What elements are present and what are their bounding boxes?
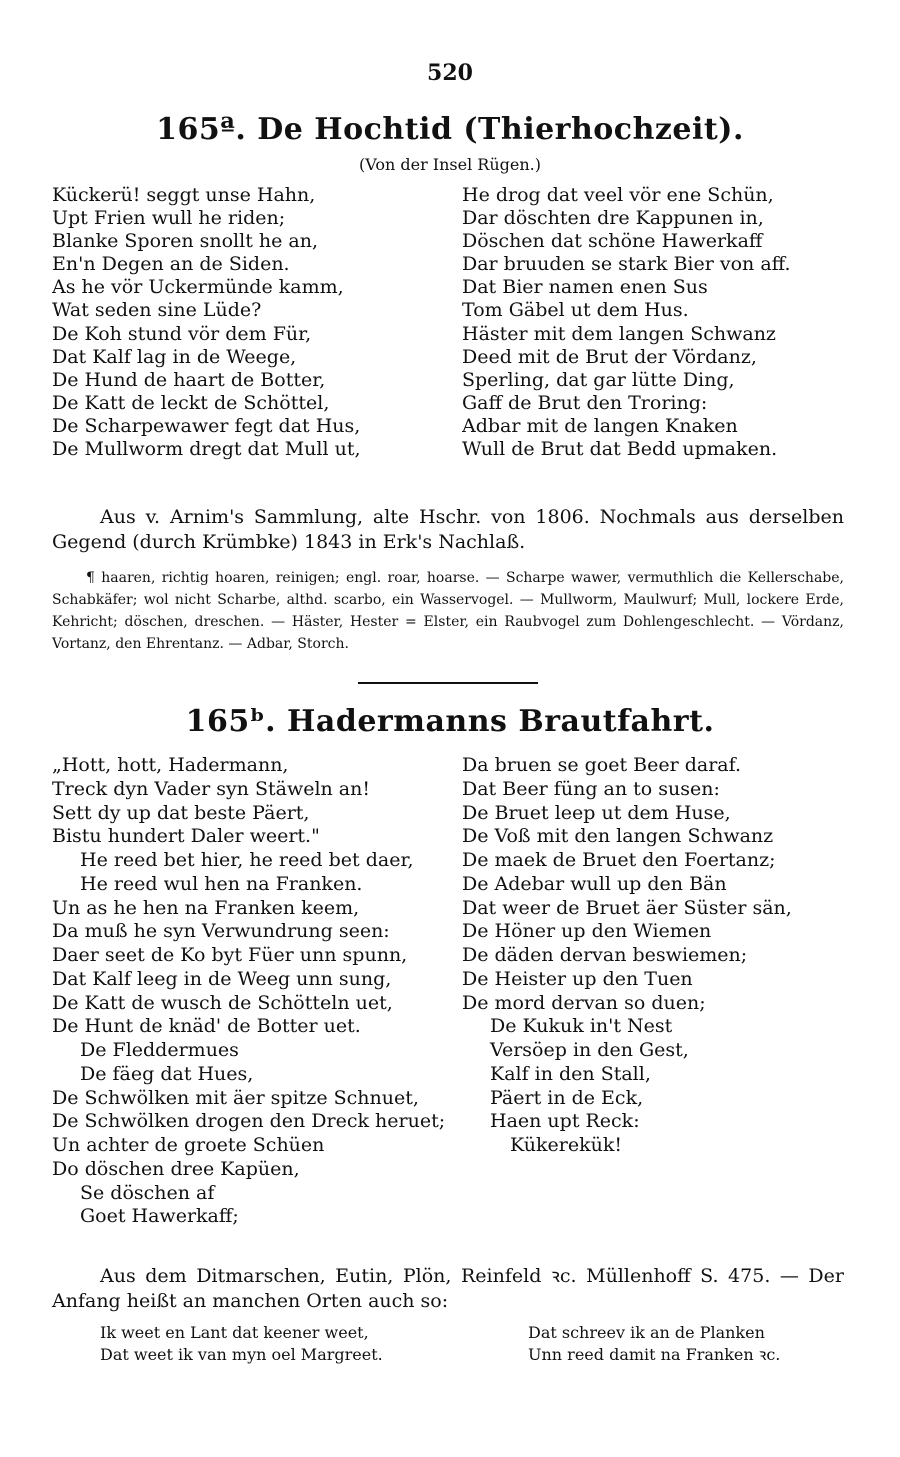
verse-line: Da muß he syn Verwundrung seen: [52,920,390,943]
verse-line: Un achter de groete Schüen [52,1134,325,1156]
verse-line: Treck dyn Vader syn Stäweln an! [52,777,370,800]
page-number: 520 [427,60,473,86]
verse-line: De Katt de wusch de Schötteln uet, [52,991,393,1014]
verse-line: De Adebar wull up den Bän [462,872,727,895]
verse-line: De Höner up den Wiemen [462,920,712,943]
verse-line: Päert in de Eck, [490,1086,644,1109]
verse-line: De Katt de leckt de Schöttel, [52,391,330,414]
section-b-source: Aus dem Ditmarschen, Eutin, Plön, Reinfeld ꝛc. Müllenhoff S. 475. — Der Anfang heißt an manchen Orten auch so: [52,1265,844,1312]
verse-line: Dat weer de Bruet äer Süster sän, [462,896,792,919]
verse-line: Unn reed damit na Franken ꝛc. [528,1345,781,1364]
verse-line: Dat schreev ik an de Planken [528,1323,765,1342]
section-a-notes: ¶ haaren, richtig hoaren, reinigen; engl. roar, hoarse. — Scharpe wawer, vermuthlich die Kellerschabe, Schabkäfer; wol nicht Scharbe, althd. scarbo, ein Wasservogel. — Mullworm, Maulwurf; Mull, lockere Erde, Kehricht; döschen, dreschen. — Häster, Hester = Elster, ein Raubvogel zum Dohlengeschlecht. — Vördanz, Vortanz, den Ehrentanz. — Adbar, Storch. [52,570,844,652]
verse-line: Ik weet en Lant dat keener weet, [100,1323,369,1342]
verse-line: Blanke Sporen snollt he an, [52,230,318,253]
verse-line: Sperling, dat gar lütte Ding, [462,368,735,391]
section-a-right-verses [462,184,862,461]
verse-line: De Scharpewawer fegt dat Hus, [52,414,361,437]
verse-line: Dat Bier namen enen Sus [462,276,708,299]
section-divider [358,682,538,684]
verse-line: De Schwölken drogen den Dreck heruet; [52,1110,446,1133]
verse-line: Wull de Brut dat Bedd upmaken. [462,438,778,461]
verse-line: He drog dat veel vör ene Schün, [462,184,774,206]
section-a-source: Aus v. Arnim's Sammlung, alte Hschr. von 1806. Nochmals aus derselben Gegend (durch Krümbke) 1843 in Erk's Nachlaß. [52,506,844,553]
section-b-left-verses [52,754,450,1229]
verse-line: As he vör Uckermünde kamm, [52,276,344,299]
verse-line: Haen upt Reck: [490,1110,640,1133]
verse-line: De Schwölken mit äer spitze Schnuet, [52,1086,419,1109]
verse-line: Dat Kalf leeg in de Weeg unn sung, [52,967,392,990]
verse-line: De Kukuk in't Nest [490,1015,673,1038]
verse-line: Un as he hen na Franken keem, [52,896,360,919]
section-b-right-verses [462,754,862,1158]
verse-line: Kückerü! seggt unse Hahn, [52,184,316,206]
verse-line: De Koh stund vör dem Für, [52,322,312,345]
verse-line: En'n Degen an de Siden. [52,253,290,276]
verse-line: De Voß mit den langen Schwanz [462,825,774,848]
verse-line: Versöep in den Gest, [490,1039,689,1061]
verse-line: Wat seden sine Lüde? [52,299,262,322]
verse-line: Bistu hundert Daler weert." [52,825,320,848]
section-b-variant-left [100,1322,500,1366]
verse-line: Upt Frien wull he riden; [52,207,286,230]
verse-line: Kalf in den Stall, [490,1062,651,1085]
verse-line: De maek de Bruet den Foertanz; [462,849,776,871]
verse-line: Do döschen dree Kapüen, [52,1157,300,1180]
section-a-subtitle: (Von der Insel Rügen.) [359,155,541,174]
verse-line: Gaff de Brut den Troring: [462,391,708,414]
verse-line: Daer seet de Ko byt Füer unn spunn, [52,944,408,966]
verse-line: He reed wul hen na Franken. [80,872,363,895]
verse-line: Dat Kalf lag in de Weege, [52,345,297,368]
verse-line: Dat weet ik van myn oel Margreet. [100,1345,383,1364]
verse-line: De Hunt de knäd' de Botter uet. [52,1015,361,1038]
verse-line: De Mullworm dregt dat Mull ut, [52,438,361,461]
verse-line: De Heister up den Tuen [462,967,693,990]
verse-line: De fäeg dat Hues, [80,1062,254,1085]
section-a-title: 165ª. De Hochtid (Thierhochzeit). [156,112,744,147]
verse-line: Dar döschten dre Kappunen in, [462,207,764,230]
verse-line: Kükerekük! [510,1134,622,1156]
verse-line: De Bruet leep ut dem Huse, [462,801,731,824]
verse-line: Döschen dat schöne Hawerkaff [462,230,763,253]
verse-line: He reed bet hier, he reed bet daer, [80,849,414,871]
verse-line: Da bruen se goet Beer daraf. [462,754,742,776]
verse-line: De Fleddermues [80,1039,239,1061]
verse-line: „Hott, hott, Hadermann, [52,754,289,776]
verse-line: Se döschen af [80,1181,215,1204]
verse-line: De däden dervan beswiemen; [462,944,748,966]
verse-line: De Hund de haart de Botter, [52,368,326,391]
verse-line: De mord dervan so duen; [462,991,706,1014]
verse-line: Adbar mit de langen Knaken [462,414,738,437]
verse-line: Sett dy up dat beste Päert, [52,801,310,824]
verse-line: Dar bruuden se stark Bier von aff. [462,253,791,276]
verse-line: Dat Beer füng an to susen: [462,777,720,800]
section-b-title: 165ᵇ. Hadermanns Brautfahrt. [185,704,715,739]
verse-line: Tom Gäbel ut dem Hus. [462,299,689,322]
verse-line: Goet Hawerkaff; [80,1205,239,1228]
section-b-variant-right [528,1322,858,1366]
verse-line: Häster mit dem langen Schwanz [462,322,776,345]
section-a-left-verses [52,184,444,461]
verse-line: Deed mit de Brut der Vördanz, [462,345,757,368]
